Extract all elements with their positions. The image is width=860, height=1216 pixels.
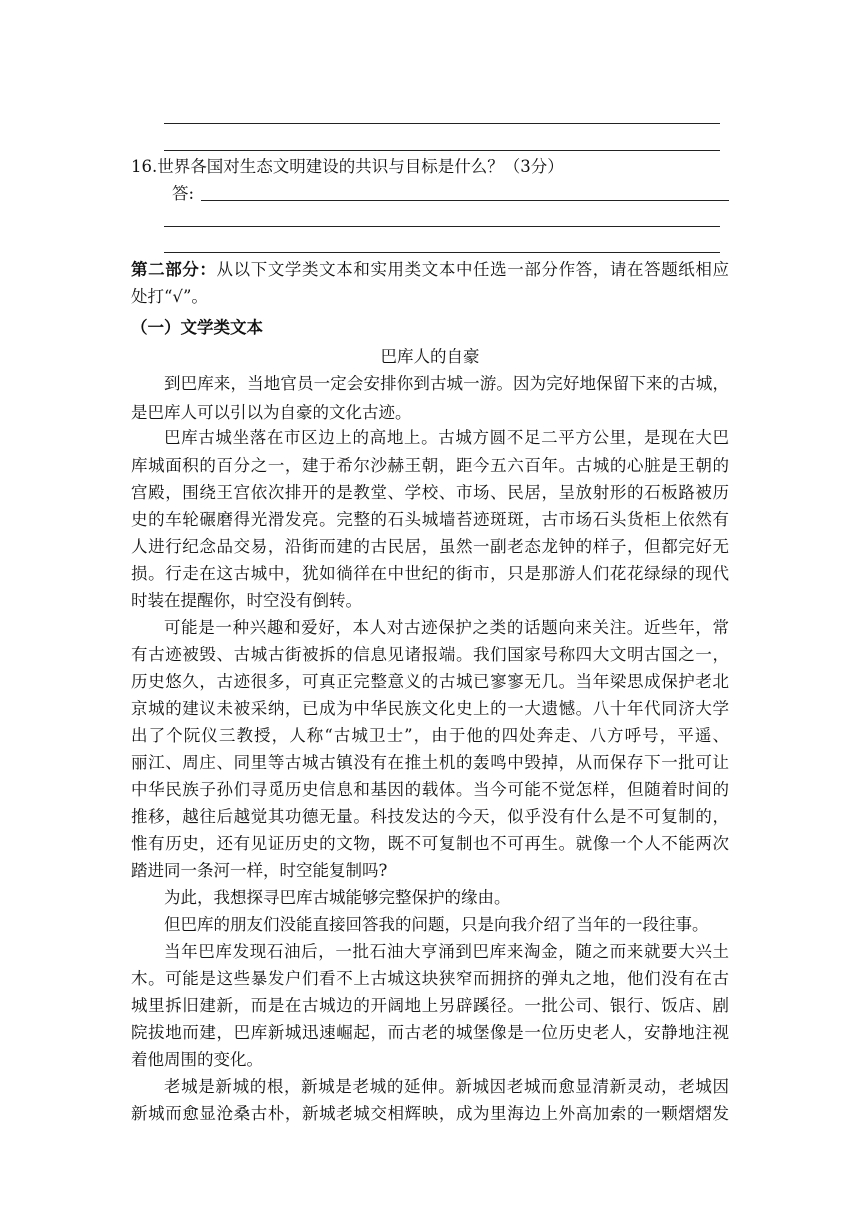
article-line: 时装在提醒你，时空没有倒转。 — [131, 591, 362, 610]
article-line: 木。可能是这些暴发户们看不上古城这块狭窄而拥挤的弹丸之地，他们没有在古 — [131, 969, 729, 988]
answer-line-1 — [164, 123, 720, 124]
article-line: 是巴库人可以引以为自豪的文化古迹。 — [131, 403, 412, 422]
article-title: 巴库人的自豪 — [380, 347, 480, 366]
article-line: 京城的建议未被采纳，已成为中华民族文化史上的一大遗憾。八十年代同济大学 — [131, 699, 729, 718]
article-line: 当年巴库发现石油后，一批石油大亨涌到巴库来淘金，随之而来就要大兴土 — [164, 942, 729, 961]
article-line: 丽江、周庄、同里等古城古镇没有在推土机的轰鸣中毁掉，从而保存下一批可让 — [131, 753, 729, 772]
article-line: 新城而愈显沧桑古朴，新城老城交相辉映，成为里海边上外高加索的一颗熠熠发 — [131, 1104, 729, 1123]
article-line: 出了个阮仪三教授，人称“古城卫士”，由于他的四处奔走、八方呼号，平遥、 — [131, 726, 729, 745]
article-line: 宫殿，围绕王宫依次排开的是教堂、学校、市场、民居，呈放射形的石板路被历 — [131, 483, 729, 502]
question-text: 世界各国对生态文明建设的共识与目标是什么？（3分） — [157, 157, 564, 176]
article-line: 库城面积的百分之一，建于希尔沙赫王朝，距今五六百年。古城的心脏是王朝的 — [131, 456, 729, 475]
article-line: 院拔地而建，巴库新城迅速崛起，而古老的城堡像是一位历史老人，安静地注视 — [131, 1023, 729, 1042]
article-line: 惟有历史，还有见证历史的文物，既不可复制也不可再生。就像一个人不能两次 — [131, 834, 729, 853]
article-line: 但巴库的朋友们没能直接回答我的问题，只是向我介绍了当年的一段往事。 — [164, 915, 709, 934]
article-line: 到巴库来，当地官员一定会安排你到古城一游。因为完好地保留下来的古城， — [164, 374, 729, 393]
part2-heading-text-1: 从以下文学类文本和实用类文本中任选一部分作答，请在答题纸相应 — [216, 260, 730, 279]
article-line: 损。行走在这古城中，犹如徜徉在中世纪的街市，只是那游人们花花绿绿的现代 — [131, 564, 729, 583]
answer-line-4 — [164, 226, 720, 227]
article-line: 可能是一种兴趣和爱好，本人对古迹保护之类的话题向来关注。近些年，常 — [164, 618, 729, 637]
article-line: 老城是新城的根，新城是老城的延伸。新城因老城而愈显清新灵动，老城因 — [164, 1077, 729, 1096]
answer-line-2 — [164, 150, 720, 151]
article-line: 巴库古城坐落在市区边上的高地上。古城方圆不足二平方公里，是现在大巴 — [164, 428, 729, 447]
article-line: 历史悠久，古迹很多，可真正完整意义的古城已寥寥无几。当年梁思成保护老北 — [131, 672, 729, 691]
article-line: 人进行纪念品交易，沿街而建的古民居，虽然一副老态龙钟的样子，但都完好无 — [131, 537, 729, 556]
answer-label: 答: — [172, 184, 195, 203]
answer-line-5 — [164, 252, 720, 253]
article-line: 中华民族子孙们寻觅历史信息和基因的载体。当今可能不觉怎样，但随着时间的 — [131, 780, 729, 799]
article-line: 城里拆旧建新，而是在古城边的开阔地上另辟蹊径。一批公司、银行、饭店、剧 — [131, 996, 729, 1015]
question-number: 16. — [131, 157, 158, 176]
question-16 — [131, 156, 564, 178]
article-line: 着他周围的变化。 — [131, 1050, 263, 1069]
article-line: 史的车轮碾磨得光滑发亮。完整的石头城墙苔迹斑斑，古市场石头货柜上依然有 — [131, 510, 729, 529]
part2-heading-bold: 第二部分： — [131, 260, 217, 279]
part2-heading-line-1 — [131, 259, 729, 281]
article-line: 推移，越往后越觉其功德无量。科技发达的今天，似乎没有什么是不可复制的， — [131, 807, 729, 826]
article-line: 踏进同一条河一样，时空能复制吗? — [131, 861, 388, 880]
part2-heading-line-2: 处打“√”。 — [131, 287, 208, 306]
article-line: 为此，我想探寻巴库古城能够完整保护的缘由。 — [164, 888, 511, 907]
article-line: 有古迹被毁、古城古街被拆的信息见诸报端。我们国家号称四大文明古国之一， — [131, 645, 729, 664]
answer-line-3 — [201, 200, 729, 201]
section-title: （一）文学类文本 — [131, 318, 263, 337]
